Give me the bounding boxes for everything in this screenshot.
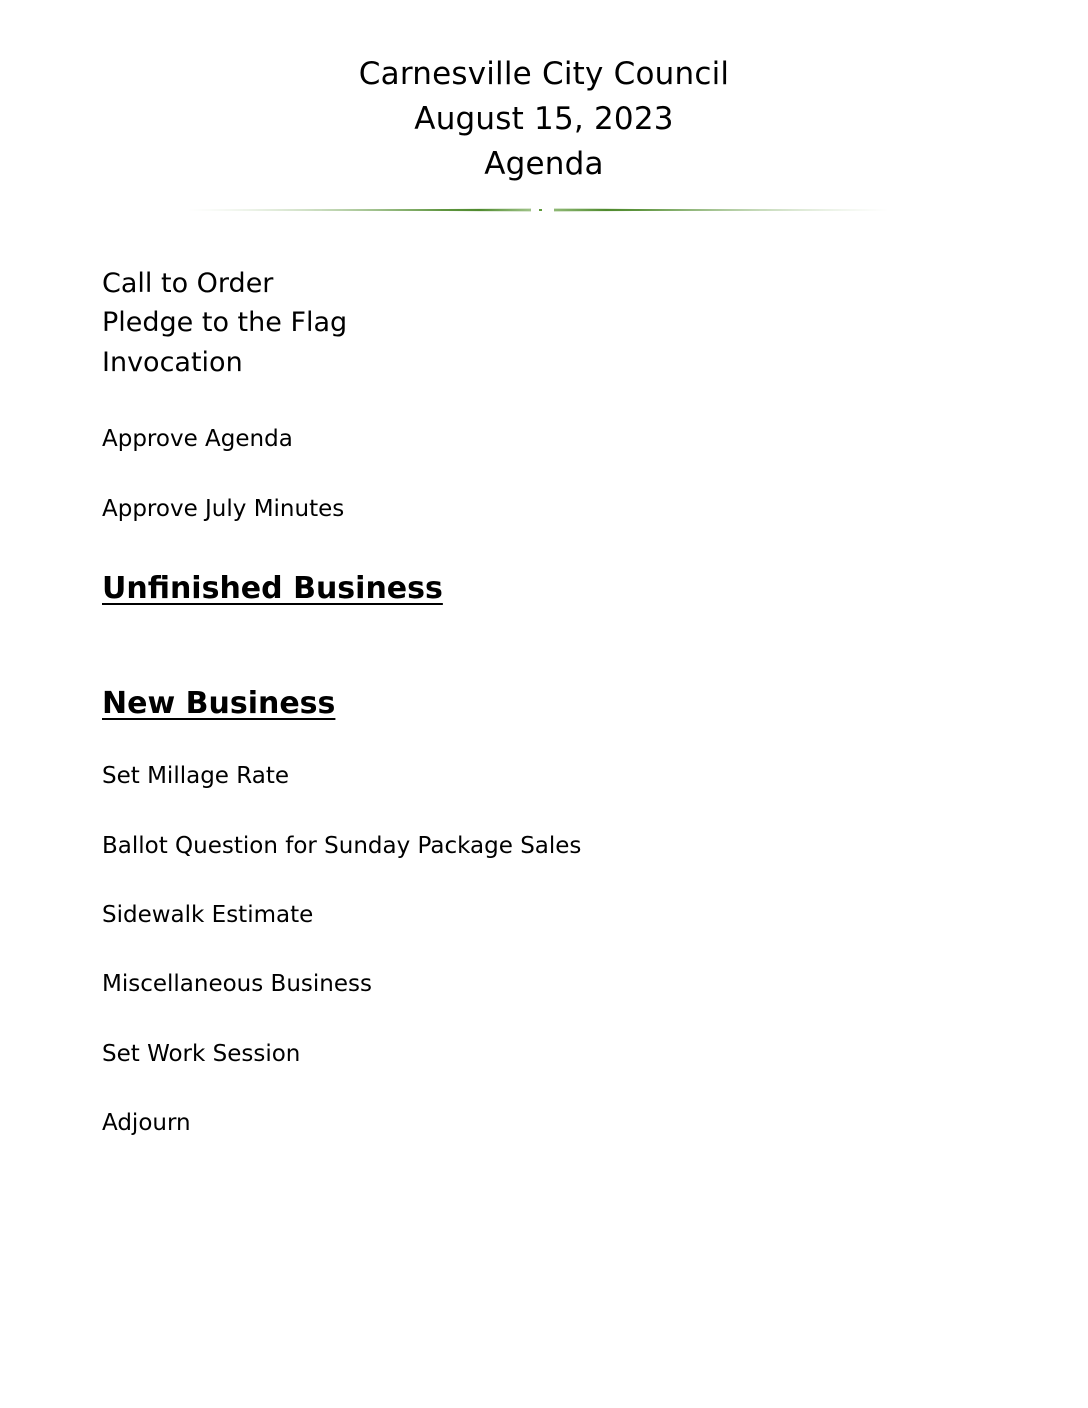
document-header [0, 52, 1088, 187]
agenda-item-millage-rate: Set Millage Rate [102, 763, 289, 789]
agenda-item-misc-business: Miscellaneous Business [102, 971, 372, 997]
agenda-item-invocation: Invocation [102, 347, 243, 378]
section-unfinished-business: Unfinished Business [102, 571, 443, 606]
agenda-item-ballot-question: Ballot Question for Sunday Package Sales [102, 833, 582, 859]
agenda-item-pledge: Pledge to the Flag [102, 307, 348, 338]
section-new-business: New Business [102, 686, 336, 721]
agenda-title: Agenda [484, 146, 604, 182]
agenda-item-approve-agenda: Approve Agenda [102, 426, 293, 452]
agenda-item-work-session: Set Work Session [102, 1041, 301, 1067]
divider-line-graphic [186, 207, 900, 213]
agenda-item-adjourn: Adjourn [102, 1110, 191, 1136]
agenda-item-call-to-order: Call to Order [102, 268, 274, 299]
agenda-item-sidewalk-estimate: Sidewalk Estimate [102, 902, 314, 928]
meeting-date: August 15, 2023 [414, 101, 674, 137]
council-title: Carnesville City Council [358, 56, 730, 92]
agenda-item-approve-minutes: Approve July Minutes [102, 496, 345, 522]
header-divider [186, 207, 900, 213]
